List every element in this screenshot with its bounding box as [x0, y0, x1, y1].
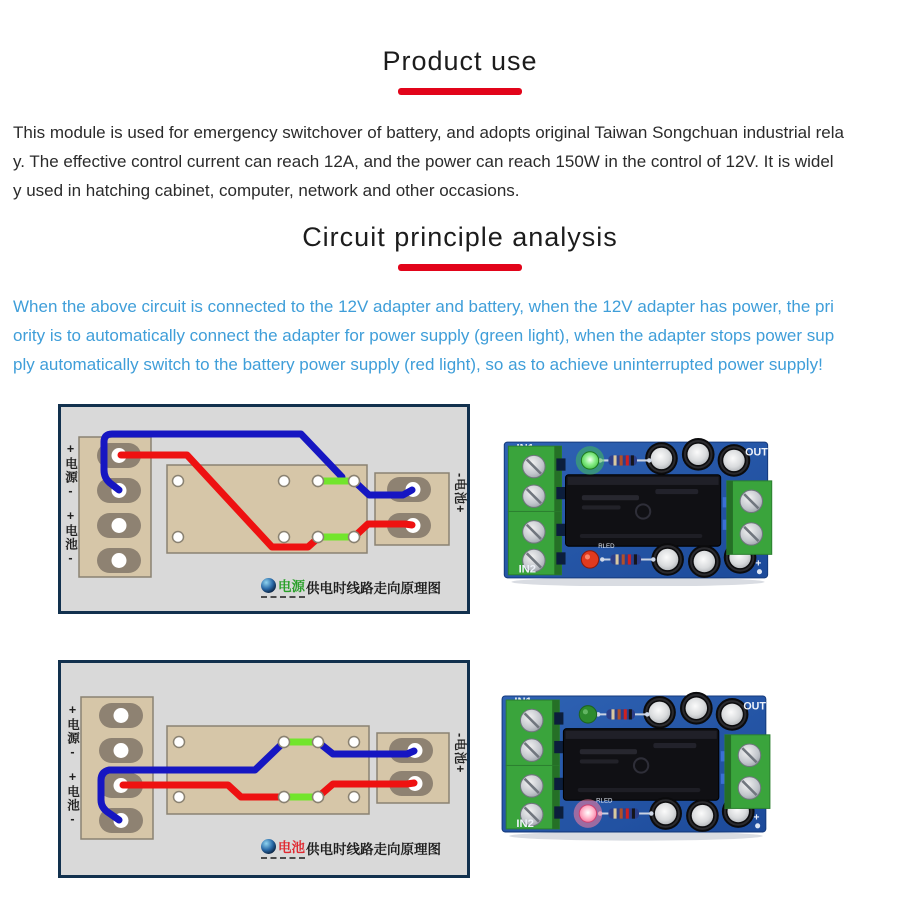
circuit-analysis-title: Circuit principle analysis: [302, 222, 618, 252]
sphere-icon: [261, 839, 276, 854]
silkscreen-plus: +: [755, 558, 762, 570]
relay: [563, 729, 726, 801]
product-use-paragraph: [13, 118, 907, 205]
silkscreen-rled: RLED: [596, 797, 613, 805]
label-battery-out: -电池+: [453, 733, 467, 774]
paragraph-line: y used in hatching cabinet, computer, network and other occasions.: [13, 181, 520, 200]
sphere-icon: [261, 578, 276, 593]
silkscreen-in2: IN2: [516, 817, 534, 830]
paragraph-line: ority is to automatically connect the adapter for power supply (green light), when the adapter stops power sup: [13, 326, 835, 345]
caption-highlight: 电池: [278, 840, 305, 855]
diagram-caption: [261, 836, 441, 859]
product-use-underline: [398, 88, 522, 95]
pcb-photo-adapter-on: [500, 438, 776, 586]
relay: [566, 475, 728, 546]
silkscreen-rled: RLED: [598, 543, 615, 551]
input-terminal-blocks: [508, 446, 565, 575]
board-shadow: [511, 577, 764, 586]
paragraph-line: ply automatically switch to the battery power supply (red light), so as to achieve uninterrupted power supply!: [13, 355, 823, 374]
paragraph-line: When the above circuit is connected to the 12V adapter and battery, when the 12V adapter has power, the pri: [13, 297, 834, 316]
label-battery-out: -电池+: [453, 473, 467, 514]
diagram-battery-routing: [58, 660, 470, 878]
caption-text: 供电时线路走向原理图: [306, 841, 441, 857]
silkscreen-out: OUT: [745, 446, 768, 459]
mounting-hole: [755, 823, 760, 828]
pcb-module-svg: [498, 690, 774, 842]
circuit-analysis-paragraph: [13, 292, 907, 379]
label-power-terminal: +电源-: [65, 703, 80, 760]
input-terminal-blocks: [506, 700, 563, 829]
silkscreen-out: OUT: [743, 700, 766, 713]
caption-highlight: 电源: [278, 579, 305, 594]
caption-text: 供电时线路走向原理图: [306, 580, 441, 596]
label-battery-terminal: +电池-: [65, 770, 80, 827]
circuit-analysis-underline: [398, 264, 522, 271]
diagram-power-routing: [58, 404, 470, 614]
green-led: [576, 446, 605, 475]
paragraph-line: This module is used for emergency switchover of battery, and adopts original Taiwan Songchuan industrial rela: [13, 123, 844, 142]
pcb-module-svg: [500, 438, 776, 586]
paragraph-line: y. The effective control current can reach 12A, and the power can reach 150W in the control of 12V. It is widel: [13, 152, 834, 171]
label-power-terminal: +电源-: [63, 442, 78, 499]
output-terminal-block: [727, 481, 772, 554]
product-use-title: Product use: [382, 46, 538, 76]
output-terminal-block: [725, 735, 770, 809]
red-led: [581, 551, 598, 568]
silkscreen-plus: +: [753, 812, 760, 824]
board-shadow: [509, 831, 763, 840]
label-battery-terminal: +电池-: [63, 509, 78, 566]
diagram-caption: [261, 575, 441, 598]
silkscreen-in2: IN2: [518, 563, 537, 576]
mounting-hole: [757, 569, 762, 574]
pcb-photo-battery-on: [498, 690, 774, 842]
green-led: [579, 706, 596, 723]
